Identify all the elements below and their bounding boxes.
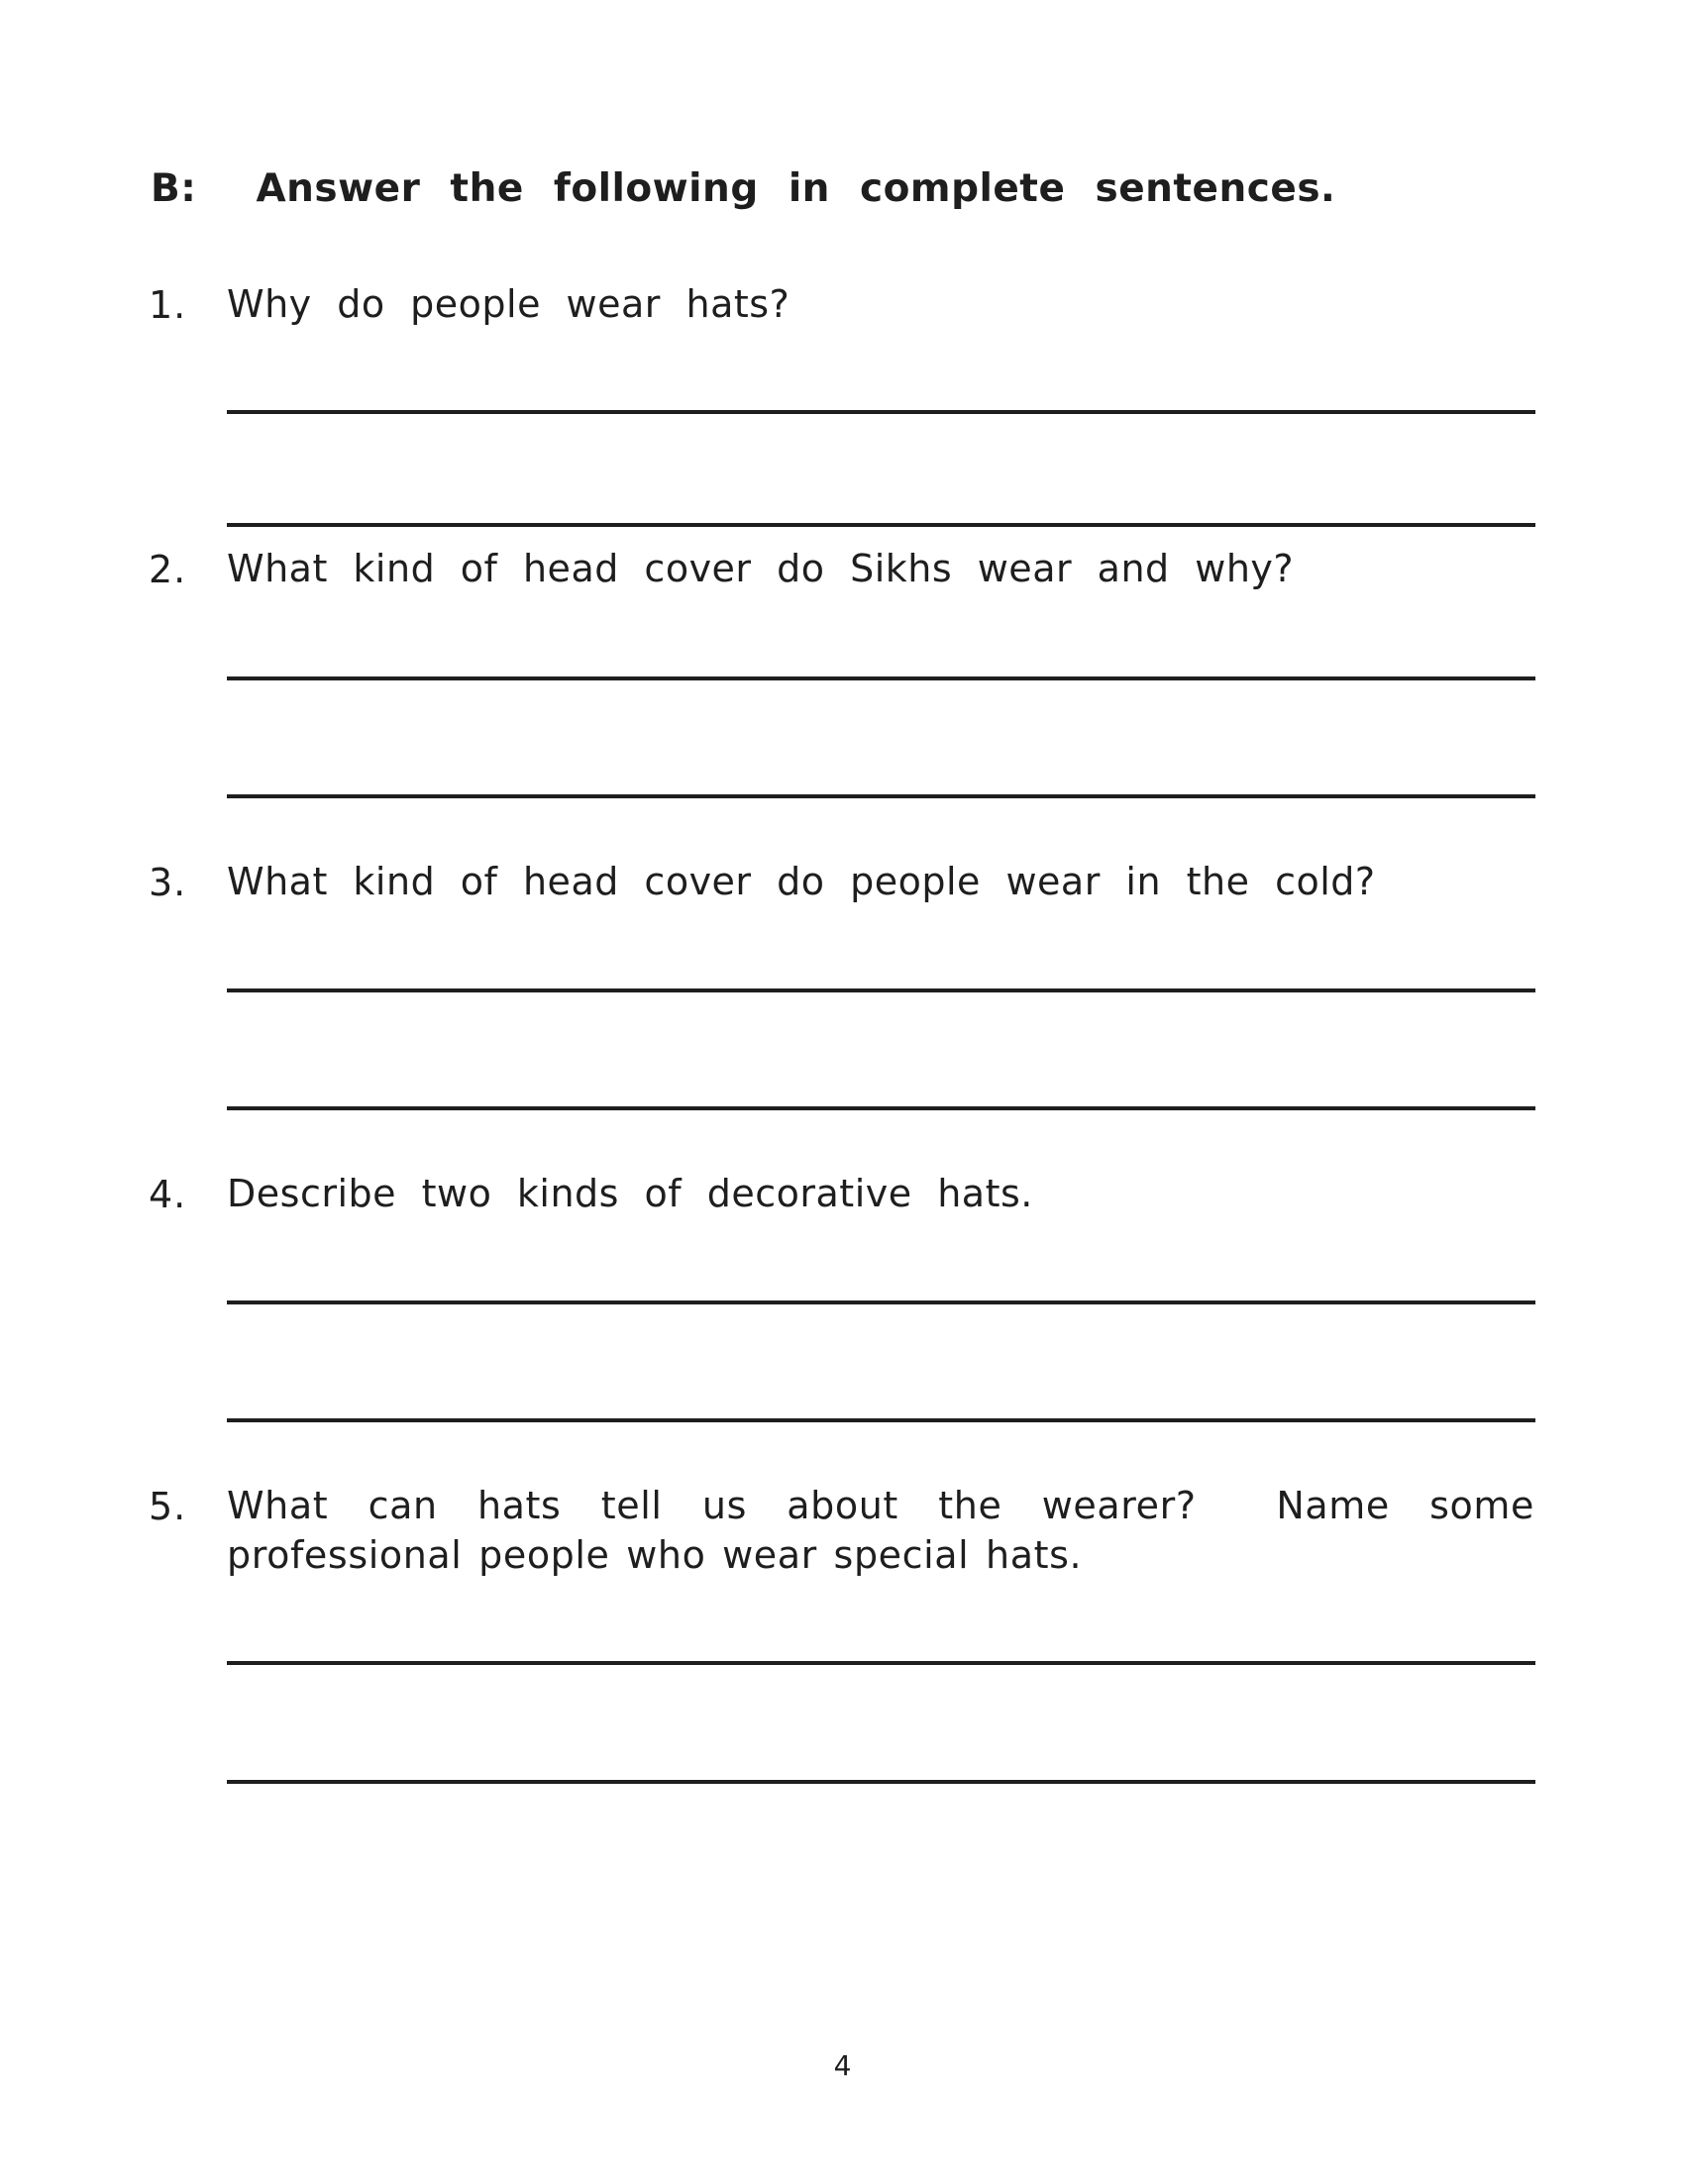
question-3-text: What kind of head cover do people wear in the cold? [227,860,1376,903]
question-2-number: 2. [149,548,187,591]
answer-line-3b[interactable] [227,1106,1535,1110]
question-2-text: What kind of head cover do Sikhs wear and why? [227,547,1295,590]
answer-line-3a[interactable] [227,988,1535,992]
answer-line-1b[interactable] [227,523,1535,527]
question-5-number: 5. [149,1485,187,1528]
answer-line-4a[interactable] [227,1300,1535,1304]
answer-line-5b[interactable] [227,1780,1535,1784]
answer-line-4b[interactable] [227,1418,1535,1422]
question-1-text: Why do people wear hats? [227,282,790,326]
answer-line-2a[interactable] [227,676,1535,680]
answer-line-5a[interactable] [227,1661,1535,1665]
section-heading: B: Answer the following in complete sentences. [151,166,1336,211]
question-3-number: 3. [149,861,187,904]
question-4-text: Describe two kinds of decorative hats. [227,1172,1033,1215]
page-number: 4 [833,2049,852,2082]
answer-line-1a[interactable] [227,410,1535,414]
question-5-text: What can hats tell us about the wearer? Name some professional people who wear special hats. [227,1484,1551,1577]
answer-line-2b[interactable] [227,794,1535,798]
question-4-number: 4. [149,1173,187,1216]
question-1-number: 1. [149,283,187,327]
